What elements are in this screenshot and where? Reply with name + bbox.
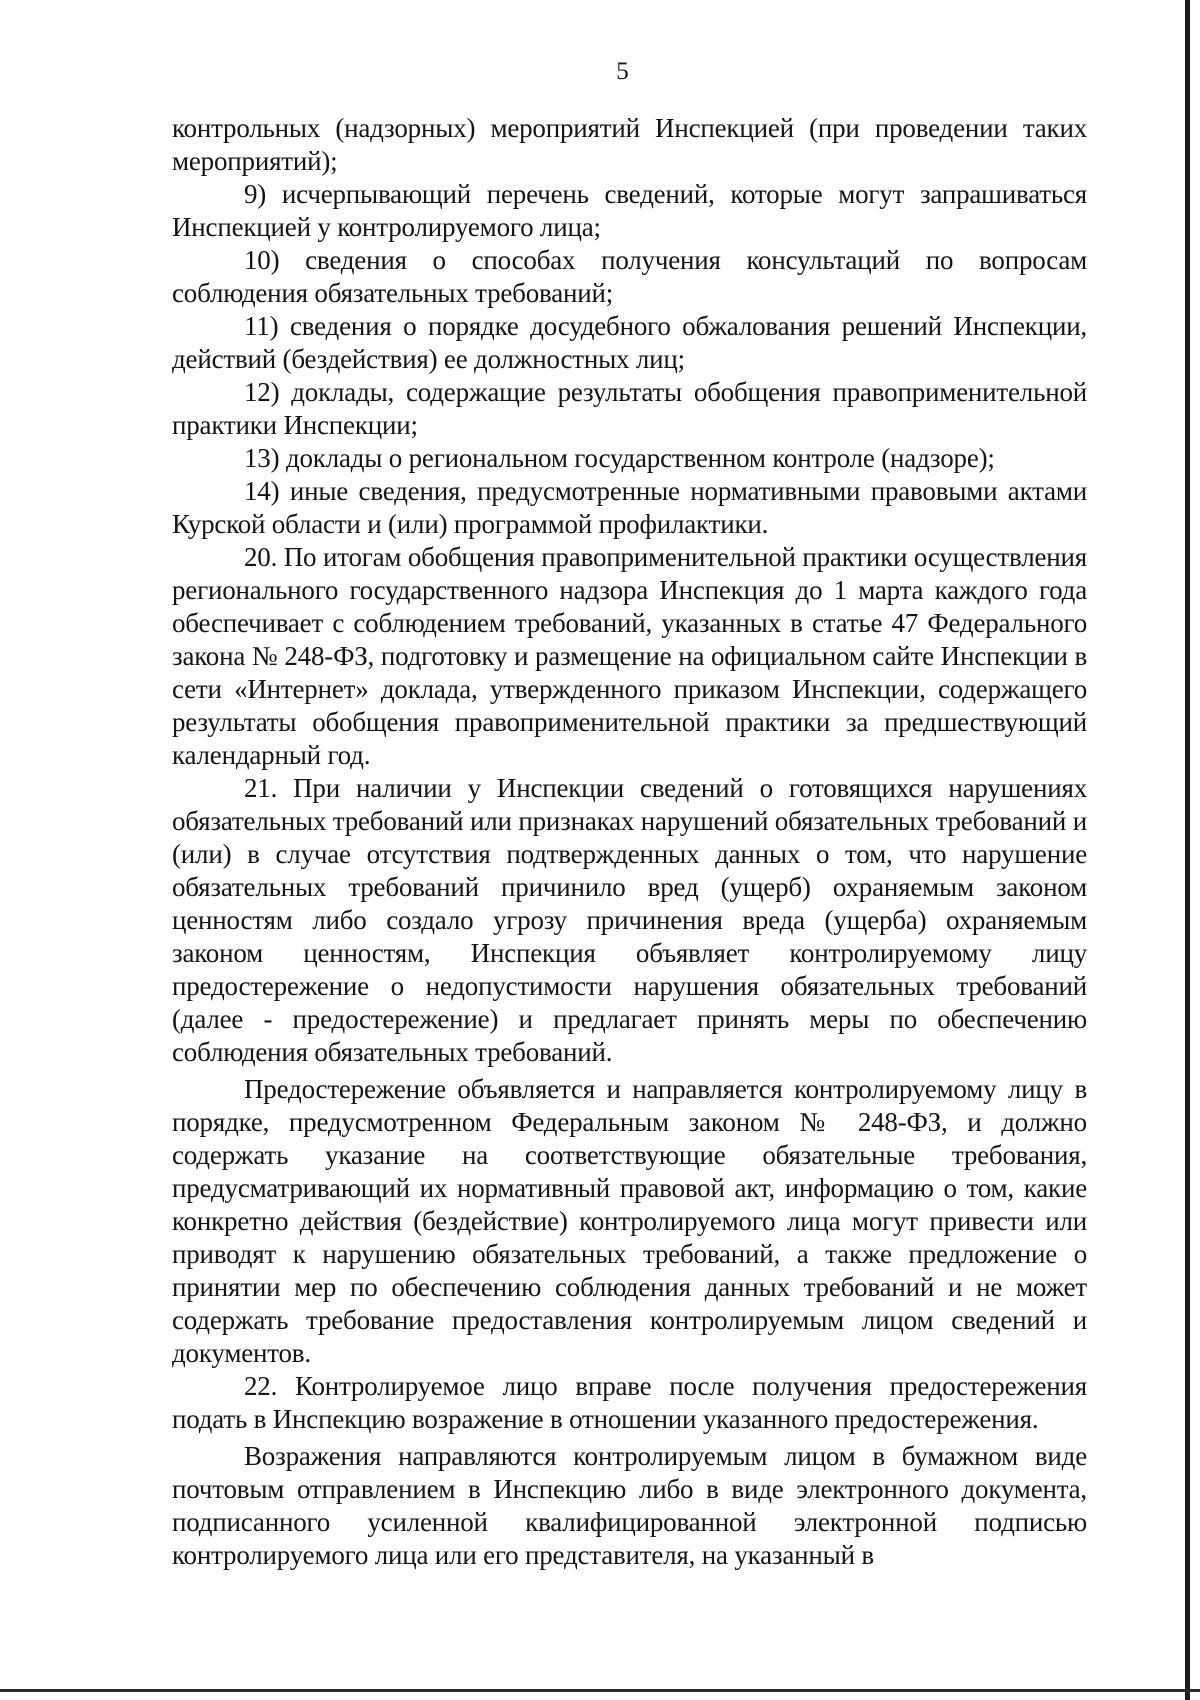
clause-22: 22. Контролируемое лицо вправе после получения предостережения подать в Инспекцию возражение в отношении указанного предостережения. [172,1371,1087,1434]
clause-21: 21. При наличии у Инспекции сведений о готовящихся нарушениях обязательных требований или признаках нарушений обязательных требований и (или) в случае отсутствия подтвержденных данных о том, что нарушение обязательных требований причинило вред (ущерб) охраняемым законом ценностям либо создало угрозу причинения вреда (ущерба) охраняемым законом ценностям, Инспекция объявляет контролируемому лицу предостережение о недопустимости нарушения обязательных требований (далее - предостережение) и предлагает принять меры по обеспечению соблюдения обязательных требований. [172,773,1087,1067]
list-item-13: 13) доклады о региональном государственном контроле (надзоре); [244,443,995,473]
document-body [172,112,1087,1572]
list-item-9: 9) исчерпывающий перечень сведений, которые могут запрашиваться Инспекцией у контролируемого лица; [172,179,1087,242]
clause-21-warning-paragraph: Предостережение объявляется и направляется контролируемому лицу в порядке, предусмотренном Федеральным законом № 248-ФЗ, и должно содержать указание на соответствующие обязательные требования, предусматривающий их нормативный правовой акт, информацию о том, какие конкретно действия (бездействие) контролируемого лица могут привести или приводят к нарушению обязательных требований, а также предложение о принятии мер по обеспечению соблюдения данных требований и не может содержать требование предоставления контролируемым лицом сведений и документов. [172,1074,1087,1368]
list-item-11: 11) сведения о порядке досудебного обжалования решений Инспекции, действий (бездействия) ее должностных лиц; [172,311,1087,374]
paragraph-continuation: контрольных (надзорных) мероприятий Инспекцией (при проведении таких мероприятий); [172,113,1087,176]
list-item-12: 12) доклады, содержащие результаты обобщения правоприменительной практики Инспекции; [172,377,1087,440]
list-item-14: 14) иные сведения, предусмотренные нормативными правовыми актами Курской области и (или) программой профилактики. [172,476,1087,539]
scan-edge-right [1185,0,1190,1700]
scan-edge-bottom [0,1689,1200,1692]
clause-20: 20. По итогам обобщения правоприменительной практики осуществления регионального государственного надзора Инспекция до 1 марта каждого года обеспечивает с соблюдением требований, указанных в статье 47 Федерального закона № 248-ФЗ, подготовку и размещение на официальном сайте Инспекции в сети «Интернет» доклада, утвержденного приказом Инспекции, содержащего результаты обобщения правоприменительной практики за предшествующий календарный год. [172,542,1087,770]
list-item-10: 10) сведения о способах получения консультаций по вопросам соблюдения обязательных требований; [172,245,1087,308]
page-number: 5 [616,58,629,85]
clause-22-objections-paragraph: Возражения направляются контролируемым лицом в бумажном виде почтовым отправлением в Инспекцию либо в виде электронного документа, подписанного усиленной квалифицированной электронной подписью контролируемого лица или его представителя, на указанный в [172,1441,1087,1570]
